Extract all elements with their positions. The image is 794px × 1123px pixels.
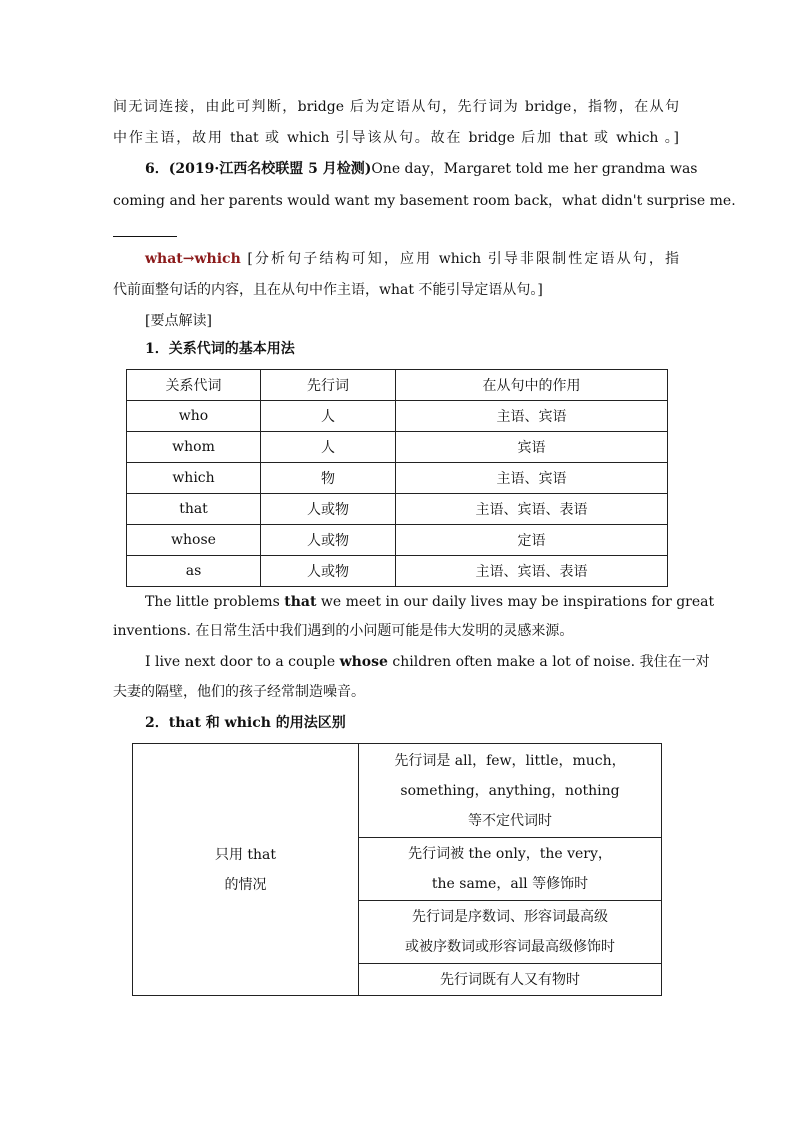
- example-2-text: children often make a lot of noise. 我住在一对: [387, 654, 710, 670]
- example-2-text: I live next door to a couple: [145, 654, 340, 670]
- table-row: [127, 401, 668, 432]
- question-text-1: One day，Margaret told me her grandma was: [371, 161, 698, 177]
- cell-antecedent: 人: [261, 401, 396, 432]
- table-header-row: [127, 370, 668, 401]
- example-2-line-1: [145, 653, 710, 671]
- section-1-title: 1．关系代词的基本用法: [145, 341, 295, 357]
- cell-pronoun: which: [127, 463, 261, 494]
- case-line: 或被序数词或形容词最高级修饰时: [405, 939, 615, 955]
- answer-line-2: 代前面整句话的内容，且在从句中作主语，what 不能引导定语从句。]: [113, 282, 543, 298]
- key-points-label: [要点解读]: [145, 313, 212, 329]
- cell-antecedent: 物: [261, 463, 396, 494]
- case-line: 等不定代词时: [468, 812, 552, 829]
- explanation-line-2: 中作主语，故用 that 或 which 引导该从句。故在 bridge 后加 that 或 which 。]: [113, 130, 679, 146]
- table-row: [133, 744, 662, 838]
- example-1-text: we meet in our daily lives may be inspirations for great: [316, 594, 715, 610]
- cell-antecedent: 人或物: [261, 525, 396, 556]
- case-cell: [359, 964, 662, 996]
- cell-antecedent: 人: [261, 432, 396, 463]
- answer-blank-line: [113, 236, 177, 237]
- cell-function: 定语: [396, 525, 668, 556]
- table-row: [127, 525, 668, 556]
- cell-function: 宾语: [396, 432, 668, 463]
- answer-explanation-1: [分析句子结构可知，应用 which 引导非限制性定语从句，指: [247, 251, 679, 267]
- cell-pronoun: whose: [127, 525, 261, 556]
- case-line: 先行词被 the only，the very，: [408, 846, 612, 862]
- case-line: the same，all 等修饰时: [431, 876, 589, 892]
- question-number: 6．: [145, 161, 169, 177]
- relative-pronoun-table: [126, 369, 668, 587]
- case-line: something，anything，nothing: [400, 782, 620, 799]
- table-row: [127, 463, 668, 494]
- cell-function: 主语、宾语、表语: [396, 494, 668, 525]
- example-2-keyword: whose: [339, 654, 388, 670]
- table-row: [127, 432, 668, 463]
- only-that-label-line-2: 的情况: [224, 876, 267, 893]
- table-row: [127, 556, 668, 587]
- example-2-line-2: 夫妻的隔壁，他们的孩子经常制造噪音。: [113, 684, 365, 700]
- cell-pronoun: that: [127, 494, 261, 525]
- cell-antecedent: 人或物: [261, 494, 396, 525]
- header-pronoun: 关系代词: [127, 370, 261, 401]
- example-1-keyword: that: [284, 594, 317, 610]
- cell-pronoun: who: [127, 401, 261, 432]
- header-antecedent: 先行词: [261, 370, 396, 401]
- example-1-text: The little problems: [145, 594, 285, 610]
- case-line: 先行词既有人又有物时: [440, 971, 580, 988]
- cell-function: 主语、宾语: [396, 401, 668, 432]
- question-source: (2019·江西名校联盟 5 月检测): [168, 161, 372, 177]
- case-cell: [359, 838, 662, 901]
- case-line: 先行词是序数词、形容词最高级: [412, 909, 608, 925]
- case-line: 先行词是 all，few，little，much，: [394, 752, 626, 769]
- cell-pronoun: as: [127, 556, 261, 587]
- only-that-label-line-1: 只用 that: [214, 846, 277, 863]
- example-1-line-2: inventions. 在日常生活中我们遇到的小问题可能是伟大发明的灵感来源。: [113, 623, 574, 639]
- case-cell: [359, 744, 662, 838]
- that-which-table: [132, 743, 662, 996]
- question-6-line-1: [145, 160, 698, 178]
- header-function: 在从句中的作用: [396, 370, 668, 401]
- table-row: [127, 494, 668, 525]
- cell-function: 主语、宾语: [396, 463, 668, 494]
- cell-pronoun: whom: [127, 432, 261, 463]
- case-cell: [359, 901, 662, 964]
- answer-correction: what→which: [145, 251, 241, 267]
- question-6-line-2: coming and her parents would want my basement room back，what didn't surprise me.: [113, 193, 736, 209]
- section-2-title: 2．that 和 which 的用法区别: [145, 715, 346, 731]
- only-that-label: [133, 744, 359, 996]
- cell-function: 主语、宾语、表语: [396, 556, 668, 587]
- explanation-line-1: 间无词连接，由此可判断，bridge 后为定语从句，先行词为 bridge，指物，在从句: [113, 99, 679, 115]
- cell-antecedent: 人或物: [261, 556, 396, 587]
- example-1-line-1: [145, 593, 715, 611]
- answer-line-1: [145, 250, 679, 268]
